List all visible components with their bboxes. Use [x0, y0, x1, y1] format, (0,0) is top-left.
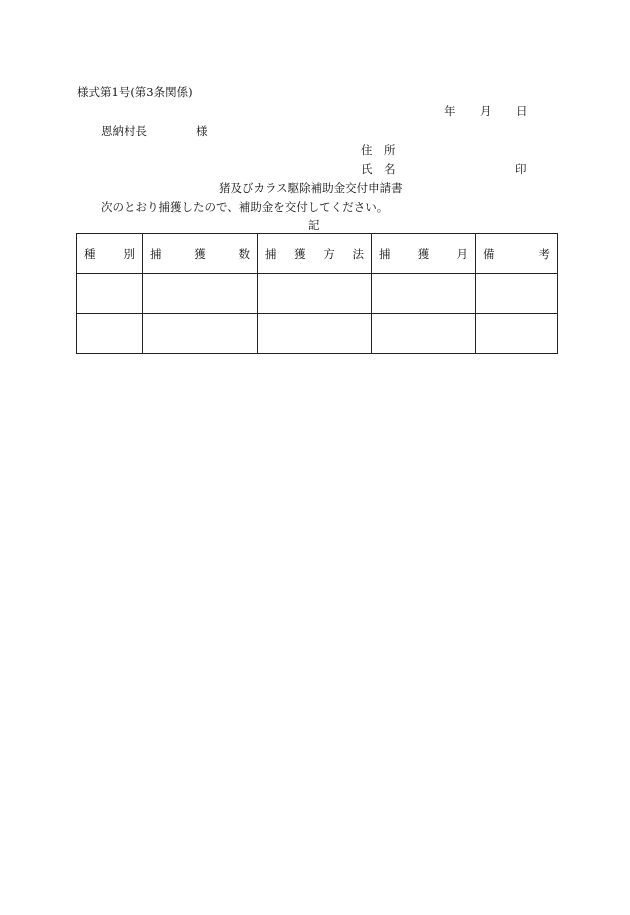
- cell-capture-count[interactable]: [143, 314, 258, 354]
- header-char: 獲: [294, 246, 306, 261]
- header-char: 月: [456, 246, 468, 261]
- header-capture-method: [258, 234, 372, 274]
- cell-capture-month[interactable]: [372, 274, 476, 314]
- capture-table: [76, 233, 558, 354]
- header-char: 獲: [194, 246, 206, 261]
- body-text: 次のとおり捕獲したので、補助金を交付してください。: [101, 200, 389, 214]
- header-remarks: [476, 234, 558, 274]
- date-day: 日: [516, 104, 528, 118]
- cell-remarks[interactable]: [476, 314, 558, 354]
- cell-species[interactable]: [77, 274, 143, 314]
- name-label-char: 氏: [361, 162, 373, 176]
- header-char: 方: [323, 246, 335, 261]
- form-number: 様式第1号(第3条関係): [77, 85, 193, 99]
- header-capture-month: [372, 234, 476, 274]
- addressee-honorific: 様: [196, 124, 208, 138]
- table-row: [77, 314, 558, 354]
- name-label-char: 名: [384, 162, 396, 176]
- address-label-char: 所: [384, 143, 396, 157]
- header-char: 捕: [379, 246, 391, 261]
- cell-capture-count[interactable]: [143, 274, 258, 314]
- header-char: 種: [84, 246, 96, 261]
- header-char: 捕: [265, 246, 277, 261]
- table-header-row: [77, 234, 558, 274]
- document-title: 猪及びカラス駆除補助金交付申請書: [219, 181, 403, 195]
- address-label-char: 住: [361, 143, 373, 157]
- header-char: 獲: [417, 246, 430, 261]
- header-char: 備: [483, 246, 495, 261]
- ki-heading: 記: [308, 218, 320, 232]
- header-char: 捕: [150, 246, 162, 261]
- header-capture-count: [143, 234, 258, 274]
- header-char: 法: [352, 246, 364, 261]
- header-char: 考: [538, 246, 550, 261]
- cell-capture-method[interactable]: [258, 314, 372, 354]
- cell-capture-month[interactable]: [372, 314, 476, 354]
- header-species: [77, 234, 143, 274]
- header-char: 数: [238, 246, 250, 261]
- cell-remarks[interactable]: [476, 274, 558, 314]
- header-char: 別: [123, 246, 135, 261]
- date-year: 年: [444, 104, 456, 118]
- cell-capture-method[interactable]: [258, 274, 372, 314]
- seal-mark: 印: [515, 162, 527, 176]
- addressee-name: 恩納村長: [101, 124, 147, 138]
- date-month: 月: [480, 104, 492, 118]
- table-row: [77, 274, 558, 314]
- cell-species[interactable]: [77, 314, 143, 354]
